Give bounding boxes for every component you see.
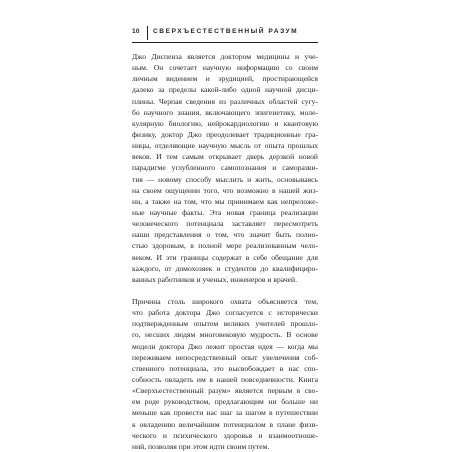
text-line: Причина столь широкого охвата объясняется тем, (132, 297, 318, 307)
text-line: ни, а также на том, что мы принимаем как непреложе- (132, 196, 318, 206)
text-line: ванных работников и ученых, инженеров и врачей. (132, 274, 297, 284)
text-line: ным. Он сочетает научную информацию со своим (132, 63, 318, 73)
text-line: наши представления о том, что значит быть полно- (132, 230, 318, 240)
text-line: «Сверхъестественный разум» является первым в сво- (132, 386, 318, 396)
page-header (132, 26, 318, 42)
text-line: го, несших людям многовековую мудрость. В основе (132, 330, 318, 340)
header-rule (132, 42, 318, 43)
text-line: меньше как провести нас шаг за шагом в путешествии (132, 408, 318, 418)
text-line: стью здоровым, в полной мере реализованным чело- (132, 241, 318, 251)
paragraph (132, 296, 318, 452)
text-line: далеко за пределы какой-либо одной научной дисци- (132, 85, 318, 95)
running-title: СВЕРХЪЕСТЕСТВЕННЫЙ РАЗУМ (153, 28, 299, 35)
page-body (132, 51, 318, 452)
text-line: подтвержденным опытом великих учителей прошло- (132, 319, 318, 329)
text-line: ницы, отделяющие научную мысль от опыта прошлых (132, 141, 318, 151)
text-line: собность овладеть им в нашей повседневности. Книга (132, 375, 318, 385)
header-divider (147, 26, 148, 40)
text-line: каждого, от домохозяек и студентов до квалифициро- (132, 263, 318, 273)
page-number: 10 (132, 28, 140, 35)
text-line: переживаем непосредственный опыт увеличения соб- (132, 352, 318, 362)
text-line: ческого и психического здоровья и взаимоотноше- (132, 430, 318, 440)
text-line: личным видением и эрудицией, простирающейся (132, 74, 318, 84)
text-line: ний, позволяя при этом идти своим путем. (132, 441, 270, 451)
text-line: кулярную биологию, нейрокардиологию и квантовую (132, 118, 318, 128)
text-line: парадигме углубленного самопознания и саморазви- (132, 163, 318, 173)
text-line: веком. И эти границы содержат в себе обещание для (132, 252, 318, 262)
text-line: ные научные факты. Эта новая граница реализации (132, 207, 318, 217)
text-line: бо научного знания, включающего эпигенетику, моле- (132, 107, 318, 117)
text-line: ственного потенциала, это высвобождает в нас спо- (132, 363, 318, 373)
text-line: к овладению величайшим потенциалом в плане физи- (132, 419, 318, 429)
text-line: что работа доктора Джо согласуется с исторически (132, 308, 318, 318)
text-line: на своем ощущении того, что возможно в нашей жиз- (132, 185, 318, 195)
text-line: человеческого потенциала заставляет пересмотреть (132, 219, 318, 229)
text-line: модели доктора Джо лежит простая идея — когда мы (132, 341, 318, 351)
paragraph (132, 51, 318, 285)
text-line: тия — новому способу мыслить и жить, основываясь (132, 174, 318, 184)
text-line: Джо Диспенза является доктором медицины и уче- (132, 52, 318, 61)
text-line: плины. Черпая сведения из различных областей сугу- (132, 96, 318, 106)
text-line: физику, доктор Джо преодолевает традиционные гра- (132, 129, 318, 139)
text-line: веков. И тем самым открывает дверь дерзкой новой (132, 152, 318, 162)
text-line: ем роде руководством, предлагающим ни больше ни (132, 397, 318, 407)
paragraph-gap (132, 285, 318, 296)
